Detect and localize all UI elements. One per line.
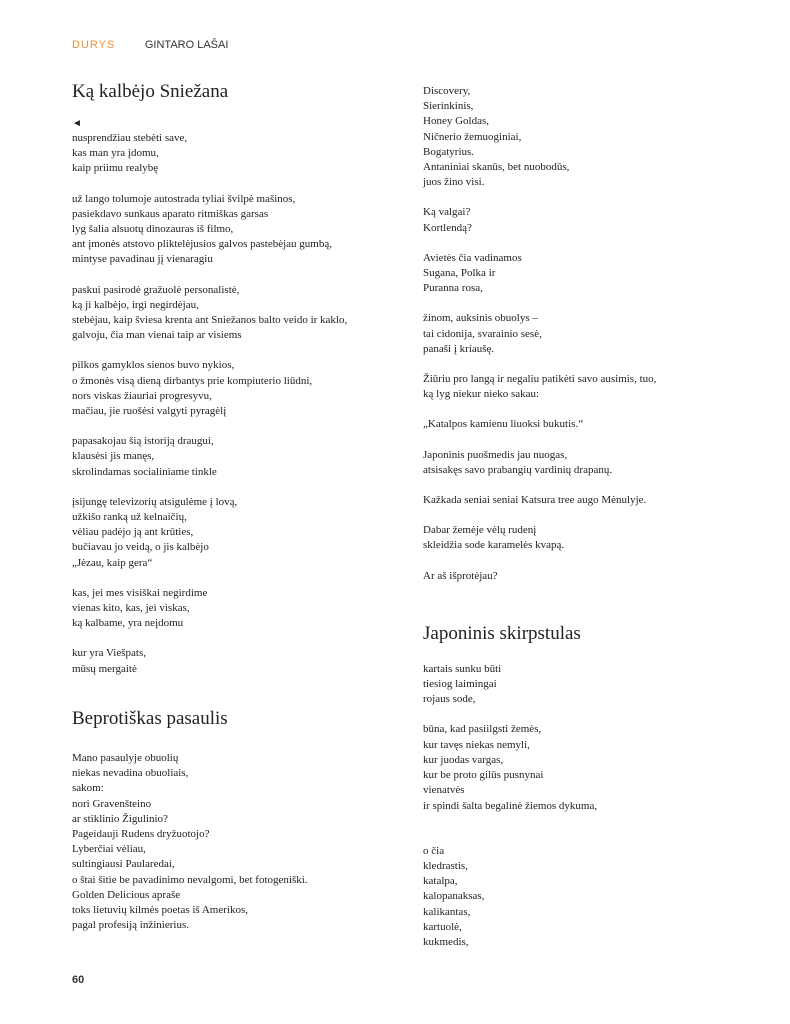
poem-line: Mano pasaulyje obuolių — [72, 751, 179, 764]
poem-line: atsisakęs savo prabangių vardinių drapanų. — [423, 463, 613, 476]
stanza — [423, 722, 723, 813]
poem-line: kur yra Viešpats, — [72, 647, 146, 660]
poem-line: juos žino visi. — [423, 176, 485, 189]
poem-line: vienatvės — [423, 784, 465, 797]
poem-line: Žiūriu pro langą ir negaliu patikėti savo ausimis, tuo, — [423, 373, 657, 386]
stanza — [72, 495, 392, 571]
poem-body — [423, 662, 723, 950]
poem-title: Ką kalbėjo Sniežana — [72, 81, 229, 102]
poem-line: Sugana, Polka ir — [423, 267, 496, 280]
poem-line: skrolindamas socialiniame tinkle — [72, 465, 217, 478]
stanza — [72, 283, 392, 344]
poem-body — [72, 116, 392, 677]
poem-stanzas — [72, 131, 392, 677]
poem-line: mūsų mergaitė — [72, 662, 137, 675]
poem-line: kledrastis, — [423, 859, 468, 872]
poem-line: kur tavęs niekas nemyli, — [423, 738, 530, 751]
poem-line: kaip priimu realybę — [72, 162, 159, 175]
poem-line: nors viskas žiauriai progresyvu, — [72, 389, 212, 402]
poem-line: Antaniniai skanūs, bet nuobodūs, — [423, 161, 570, 174]
stanza — [423, 448, 723, 478]
poem-line: galvoju, čia man vienai taip ar visiems — [72, 329, 242, 342]
poem-line: Kažkada seniai seniai Katsura tree augo Mėnulyje. — [423, 494, 647, 507]
stanza — [72, 358, 392, 419]
poem-line: nori Gravenšteino — [72, 797, 152, 810]
poem-title: Japoninis skirpstulas — [423, 622, 581, 644]
poem-line: Discovery, — [423, 85, 471, 97]
poem-line: už lango tolumoje autostrada tyliai švilpė mašinos, — [72, 192, 296, 205]
poem-line: pasiekdavo sunkaus aparato ritmiškas garsas — [72, 207, 269, 220]
poem-line: vėliau padėjo ją ant krūties, — [72, 526, 194, 539]
stanza — [423, 84, 723, 190]
stanza — [423, 844, 723, 950]
poem-line: mačiau, jie ruošėsi valgyti pyragėlį — [72, 405, 227, 418]
poem-line: Avietės čia vadinamos — [423, 251, 522, 264]
poem-line: mintyse pavadinau jį vienaragiu — [72, 253, 213, 266]
stanza — [423, 493, 723, 508]
poem-line: Golden Delicious apraše — [72, 888, 181, 901]
stanza — [72, 646, 392, 676]
stanza — [72, 192, 392, 268]
poem-line: tai cidonija, svarainio sesė, — [423, 327, 542, 340]
poem-line: vienas kito, kas, jei viskas, — [72, 602, 190, 615]
poem-line: toks lietuvių kilmės poetas iš Amerikos, — [72, 903, 248, 916]
poem-body-continued — [423, 84, 723, 584]
poem-line: įsijungę televizorių atsigulėme į lovą, — [72, 495, 238, 508]
poem-line: kartais sunku būti — [423, 662, 502, 675]
right-column — [423, 84, 723, 965]
play-back-icon: ◄ — [72, 118, 82, 129]
left-column — [72, 80, 392, 948]
poem-line: Pageidauji Rudens dryžuotojo? — [72, 827, 210, 840]
poem-line: pilkos gamyklos sienos buvo nykios, — [72, 359, 235, 372]
poem-line: Japoninis puošmedis jau nuogas, — [423, 448, 568, 461]
poem-line: Kortlendą? — [423, 221, 472, 234]
poem-line: ant įmonės atstovo pliktelėjusios galvos pastebėjau gumbą, — [72, 238, 332, 251]
stanza — [423, 662, 723, 708]
poem-line: Puranna rosa, — [423, 282, 483, 295]
poem-line: bučiavau jo veidą, o jis kalbėjo — [72, 541, 209, 554]
poem-line: Ničnerio žemuoginiai, — [423, 130, 522, 143]
poem-line: katalpa, — [423, 875, 458, 888]
poem-line: klausėsi jis manęs, — [72, 450, 155, 463]
poem-line: o čia — [423, 844, 445, 857]
poem-line: kalikantas, — [423, 905, 471, 918]
poem-line: papasakojau šią istoriją draugui, — [72, 435, 214, 448]
poem-line: kur be proto gilūs pusnynai — [423, 769, 544, 782]
stanza — [423, 417, 723, 432]
poem-body — [72, 751, 392, 933]
stanza — [423, 523, 723, 553]
poem-line: o žmonės visą dieną dirbantys prie kompiuterio liūdni, — [72, 374, 313, 387]
poem-line: stebėjau, kaip šviesa krenta ant Sniežanos balto veido ir kaklo, — [72, 314, 348, 327]
poem-line: sultingiausi Paularedai, — [72, 858, 175, 871]
poem-line: ir spindi šalta begalinė žiemos dykuma, — [423, 799, 598, 812]
poem-stanzas — [423, 662, 723, 950]
poem-line: būna, kad pasiilgsti žemės, — [423, 723, 542, 736]
stanza — [423, 251, 723, 297]
poem-line: niekas nevadina obuoliais, — [72, 767, 189, 780]
poem-line: Dabar žemėje vėlų rudenį — [423, 524, 537, 537]
page-number: 60 — [72, 974, 85, 986]
poem-line: kukmedis, — [423, 935, 469, 948]
stanza — [423, 311, 723, 357]
poem-line: ką lyg niekur nieko sakau: — [423, 388, 540, 401]
poem-line: žinom, auksinis obuolys – — [423, 312, 538, 325]
poem-line: Bogatyrius. — [423, 145, 475, 158]
poem-line: Ar aš išprotėjau? — [423, 569, 498, 582]
poem-line: ką ji kalbėjo, irgi negirdėjau, — [72, 298, 199, 311]
magazine-name: DURYS — [72, 39, 116, 51]
poem-line: Sierinkinis, — [423, 100, 474, 113]
stanza — [72, 434, 392, 480]
poem-line: kas man yra įdomu, — [72, 147, 159, 160]
poem-line: paskui pasirodė gražuolė personalistė, — [72, 283, 240, 296]
poem-line: „Jėzau, kaip gera“ — [72, 556, 153, 569]
poem-line: sakom: — [72, 782, 104, 795]
running-header — [72, 39, 228, 51]
poem-line: tiesiog laimingai — [423, 678, 497, 691]
poem-line: panaši į kriaušę. — [423, 342, 495, 355]
poem-line: nusprendžiau stebėti save, — [72, 132, 188, 144]
poem-line: kartuolė, — [423, 920, 462, 933]
stanza — [72, 131, 392, 177]
poem-line: Lyberčiai vėliau, — [72, 843, 146, 856]
stanza — [423, 569, 723, 584]
poem-line: kas, jei mes visiškai negirdime — [72, 586, 208, 599]
poem-line: pagal profesiją inžinierius. — [72, 919, 189, 932]
poem-line: ką kalbame, yra neįdomu — [72, 617, 184, 630]
stanza — [72, 586, 392, 632]
poem-line: kur juodas vargas, — [423, 753, 504, 766]
poem-line: Honey Goldas, — [423, 115, 489, 128]
poem-line: rojaus sode, — [423, 693, 476, 706]
poem-title: Beprotiškas pasaulis — [72, 707, 228, 729]
poem-line: užkišo ranką už kelnaičių, — [72, 511, 187, 524]
stanza — [72, 751, 392, 933]
poem-stanzas — [72, 751, 392, 933]
poem-line: o štai šitie be pavadinimo nevalgomi, bet fotogeniški. — [72, 873, 308, 886]
poem-line: ar stiklinio Žigulinio? — [72, 812, 168, 825]
poem-line: kalopanaksas, — [423, 890, 485, 903]
stanza — [423, 205, 723, 235]
poem-line: skleidžia sode karamelės kvapą. — [423, 539, 565, 552]
poem-line: lyg šalia alsuotų dinozauras iš filmo, — [72, 223, 234, 236]
poem-line: „Katalpos kamienu liuoksi bukutis.“ — [423, 418, 584, 431]
poem-line: Ką valgai? — [423, 206, 471, 219]
poem-stanzas — [423, 84, 723, 584]
stanza — [423, 372, 723, 402]
section-name: GINTARO LAŠAI — [144, 39, 229, 51]
